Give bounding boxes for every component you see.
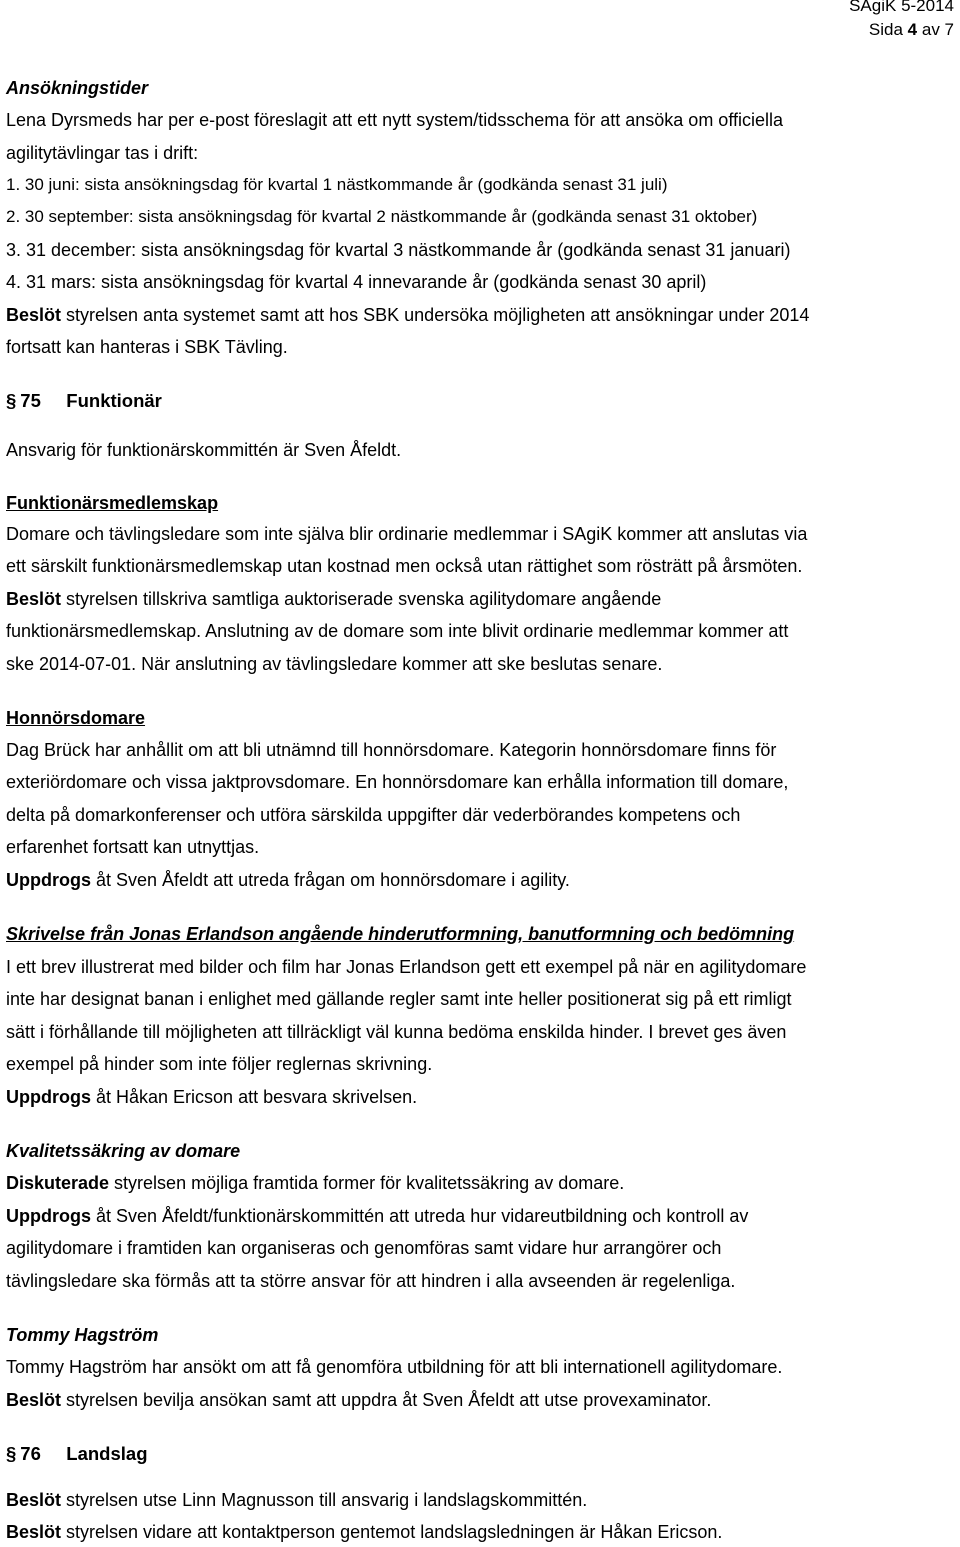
section-symbol: § (6, 1443, 17, 1464)
task-line (6, 1084, 417, 1110)
document-id: SAgiK 5-2014 (849, 0, 954, 15)
heading-funktionarsmedlemskap: Funktionärsmedlemskap (6, 493, 219, 513)
paragraph-line: I ett brev illustrerat med bilder och film har Jonas Erlandson gett ett exempel på när en agilitydomare (6, 957, 807, 977)
decision-label: Beslöt (6, 589, 62, 609)
section-title: Funktionär (66, 390, 162, 411)
task-label: Uppdrogs (6, 1206, 91, 1226)
task-line (6, 867, 570, 893)
decision-line (6, 1519, 722, 1545)
decision-text: styrelsen vidare att kontaktperson gentemot landslagsledningen är Håkan Ericson. (61, 1522, 723, 1542)
task-label: Uppdrogs (6, 1087, 91, 1107)
paragraph-line: delta på domarkonferenser och utföra särskilda uppgifter där vederbörandes kompetens och (6, 805, 741, 825)
decision-text: styrelsen bevilja ansökan samt att uppdra åt Sven Åfeldt att utse provexaminator. (61, 1390, 712, 1410)
section-number: 76 (20, 1443, 41, 1464)
paragraph-line: inte har designat banan i enlighet med gällande regler samt inte heller positionerat sig på ett rimligt (6, 989, 792, 1009)
decision-label: Beslöt (6, 1522, 62, 1542)
paragraph-line: Dag Brück har anhållit om att bli utnämnd till honnörsdomare. Kategorin honnörsdomare finns för (6, 740, 777, 760)
paragraph-line: agilitydomare i framtiden kan organiseras och genomföras samt vidare hur arrangörer och (6, 1238, 722, 1258)
heading-ansokningstider: Ansökningstider (6, 78, 149, 98)
decision-text: styrelsen anta systemet samt att hos SBK undersöka möjligheten att ansökningar under 2014 (61, 305, 810, 325)
page-suffix: av 7 (917, 20, 954, 39)
paragraph-line: agilitytävlingar tas i drift: (6, 143, 199, 163)
task-line (6, 1203, 748, 1229)
task-text: åt Håkan Ericson att besvara skrivelsen. (91, 1087, 418, 1107)
discussion-label: Diskuterade (6, 1173, 110, 1193)
decision-line (6, 1487, 587, 1513)
decision-label: Beslöt (6, 1490, 62, 1510)
paragraph-line: ske 2014-07-01. När anslutning av tävlingsledare kommer att ske beslutas senare. (6, 654, 663, 674)
section-number: 75 (20, 390, 41, 411)
section-symbol: § (6, 390, 17, 411)
paragraph-line: tävlingsledare ska förmås att ta större ansvar för att hindren i alla avseenden är regelenliga. (6, 1271, 736, 1291)
task-text: åt Sven Åfeldt att utreda frågan om honnörsdomare i agility. (91, 870, 570, 890)
page-prefix: Sida (868, 20, 908, 39)
paragraph-line: exteriördomare och vissa jaktprovsdomare. En honnörsdomare kan erhålla information till domare, (6, 772, 789, 792)
decision-line (6, 1387, 711, 1413)
paragraph-line: Domare och tävlingsledare som inte själva blir ordinarie medlemmar i SAgiK kommer att anslutas via (6, 524, 808, 544)
decision-line (6, 586, 661, 612)
paragraph-line: ett särskilt funktionärsmedlemskap utan kostnad men också utan rättighet som rösträtt på årsmöten. (6, 556, 803, 576)
decision-label: Beslöt (6, 1390, 62, 1410)
decision-line (6, 302, 809, 328)
paragraph-line: fortsatt kan hanteras i SBK Tävling. (6, 337, 288, 357)
paragraph-line: erfarenhet fortsatt kan utnyttjas. (6, 837, 260, 857)
section-heading-75 (6, 388, 162, 414)
task-text: åt Sven Åfeldt/funktionärskommittén att utreda hur vidareutbildning och kontroll av (91, 1206, 749, 1226)
list-item: 3. 31 december: sista ansökningsdag för kvartal 3 nästkommande år (godkända senast 31 januari) (6, 240, 791, 260)
decision-text: styrelsen utse Linn Magnusson till ansvarig i landslagskommittén. (61, 1490, 588, 1510)
discussion-line (6, 1170, 624, 1196)
page-number: 4 (907, 20, 918, 39)
discussion-text: styrelsen möjliga framtida former för kvalitetssäkring av domare. (109, 1173, 625, 1193)
paragraph-line: exempel på hinder som inte följer reglernas skrivning. (6, 1054, 433, 1074)
paragraph-line: funktionärsmedlemskap. Anslutning av de domare som inte blivit ordinarie medlemmar kommer att (6, 621, 789, 641)
list-item: 2. 30 september: sista ansökningsdag för kvartal 2 nästkommande år (godkända senast 31 oktober) (6, 207, 758, 226)
paragraph-line: sätt i förhållande till möjligheten att tillräckligt väl kunna bedöma enskilda hinder. I brevet ges även (6, 1022, 787, 1042)
heading-tommy-hagstrom: Tommy Hagström (6, 1325, 159, 1345)
decision-text: styrelsen tillskriva samtliga auktoriserade svenska agilitydomare angående (61, 589, 662, 609)
list-item: 4. 31 mars: sista ansökningsdag för kvartal 4 innevarande år (godkända senast 30 april) (6, 272, 707, 292)
heading-honnorsdomare: Honnörsdomare (6, 708, 146, 728)
paragraph-line: Tommy Hagström har ansökt om att få genomföra utbildning för att bli internationell agilitydomare. (6, 1357, 783, 1377)
heading-skrivelse: Skrivelse från Jonas Erlandson angående hinderutformning, banutformning och bedömning (6, 924, 795, 944)
task-label: Uppdrogs (6, 870, 91, 890)
section-title: Landslag (66, 1443, 148, 1464)
paragraph-line: Ansvarig för funktionärskommittén är Sven Åfeldt. (6, 440, 402, 460)
section-heading-76 (6, 1441, 148, 1467)
list-item: 1. 30 juni: sista ansökningsdag för kvartal 1 nästkommande år (godkända senast 31 juli) (6, 175, 668, 194)
decision-label: Beslöt (6, 305, 62, 325)
heading-kvalitetssakring: Kvalitetssäkring av domare (6, 1141, 241, 1161)
page-indicator (869, 18, 954, 42)
paragraph-line: Lena Dyrsmeds har per e-post föreslagit att ett nytt system/tidsschema för att ansöka om officiella (6, 110, 784, 130)
